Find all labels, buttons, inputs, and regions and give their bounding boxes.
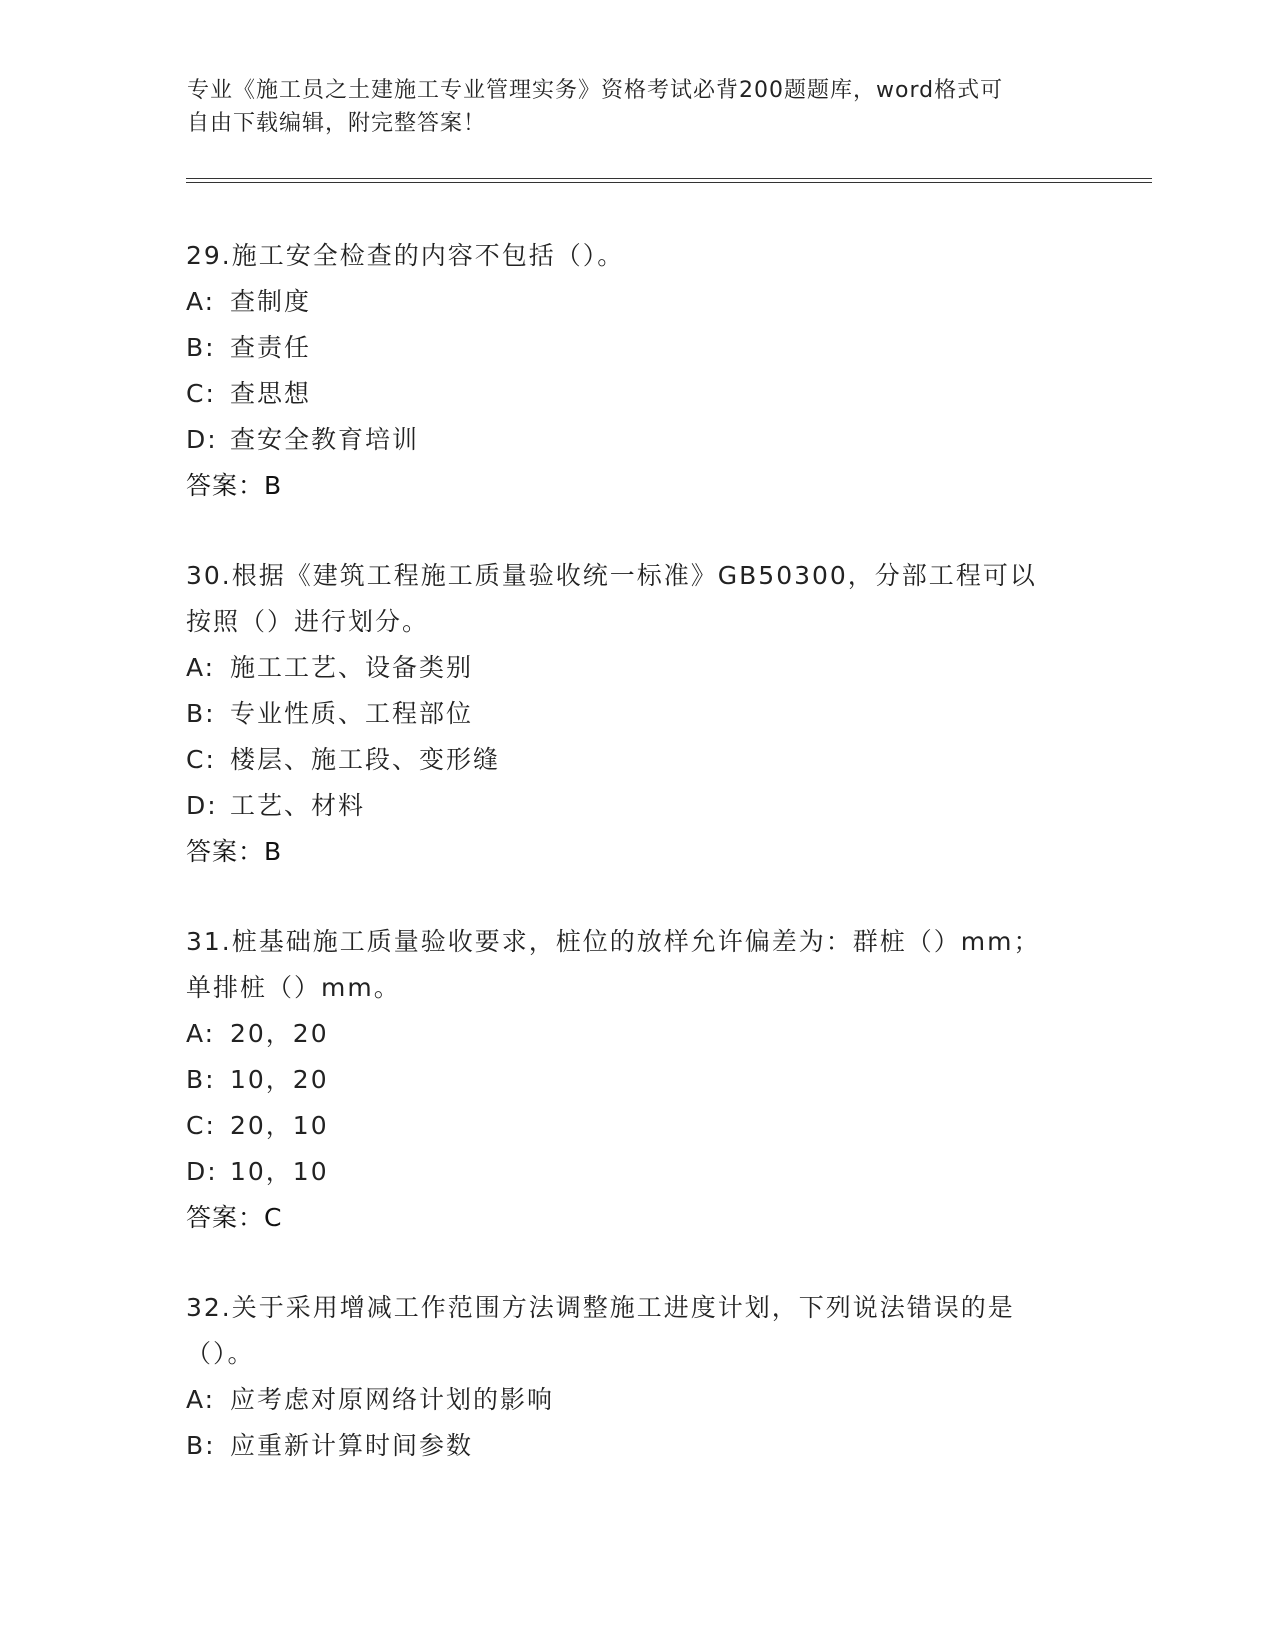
option-letter: A: [186, 287, 216, 316]
option-text: 应重新计算时间参数 [230, 1431, 474, 1460]
option-letter: B: [186, 699, 216, 728]
option-letter: A: [186, 1385, 216, 1414]
question-stem: 29.施工安全检查的内容不包括（）。 [186, 241, 625, 270]
option-b [186, 1057, 1086, 1103]
option-letter: C: [186, 745, 216, 774]
option-b [186, 325, 1086, 371]
document-header [187, 74, 1087, 140]
question-stem-continued: 按照（）进行划分。 [186, 607, 430, 636]
option-text: 施工工艺、设备类别 [230, 653, 474, 682]
question-stem: 32.关于采用增减工作范围方法调整施工进度计划，下列说法错误的是 [186, 1293, 1015, 1322]
answer-line: 答案：B [186, 471, 283, 500]
answer-line: 答案：C [186, 1203, 283, 1232]
question-stem: 31.桩基础施工质量验收要求，桩位的放样允许偏差为：群桩（）mm； [186, 927, 1041, 956]
option-letter: A: [186, 653, 216, 682]
option-a [186, 279, 1086, 325]
option-letter: B: [186, 1431, 216, 1460]
option-text: 工艺、材料 [230, 791, 366, 820]
option-letter: C: [186, 379, 216, 408]
option-d [186, 417, 1086, 463]
option-text: 10，20 [230, 1065, 329, 1094]
option-text: 10，10 [230, 1157, 329, 1186]
question-list [186, 233, 1086, 1513]
header-divider-top [186, 178, 1152, 179]
option-a [186, 1377, 1086, 1423]
answer-line: 答案：B [186, 837, 283, 866]
option-text: 20，20 [230, 1019, 329, 1048]
option-letter: C: [186, 1111, 216, 1140]
option-text: 查制度 [230, 287, 312, 316]
option-b [186, 691, 1086, 737]
question-29 [186, 233, 1086, 509]
option-b [186, 1423, 1086, 1469]
option-d [186, 783, 1086, 829]
option-text: 楼层、施工段、变形缝 [230, 745, 501, 774]
option-a [186, 1011, 1086, 1057]
option-d [186, 1149, 1086, 1195]
question-stem-continued: （）。 [186, 1339, 255, 1368]
option-c [186, 371, 1086, 417]
option-c [186, 737, 1086, 783]
option-text: 专业性质、工程部位 [230, 699, 474, 728]
option-text: 查责任 [230, 333, 312, 362]
option-letter: D: [186, 425, 218, 454]
header-line-1: 专业《施工员之土建施工专业管理实务》资格考试必背200题题库，word格式可 [187, 78, 1004, 103]
option-text: 查思想 [230, 379, 312, 408]
header-line-2: 自由下载编辑，附完整答案！ [187, 111, 487, 136]
option-text: 应考虑对原网络计划的影响 [230, 1385, 555, 1414]
header-divider-bottom [186, 182, 1152, 183]
option-letter: B: [186, 333, 216, 362]
question-stem: 30.根据《建筑工程施工质量验收统一标准》GB50300，分部工程可以 [186, 561, 1037, 590]
option-letter: D: [186, 1157, 218, 1186]
option-letter: A: [186, 1019, 216, 1048]
option-letter: B: [186, 1065, 216, 1094]
option-text: 20，10 [230, 1111, 329, 1140]
question-31 [186, 919, 1086, 1241]
question-30 [186, 553, 1086, 875]
option-c [186, 1103, 1086, 1149]
option-a [186, 645, 1086, 691]
question-32 [186, 1285, 1086, 1469]
question-stem-continued: 单排桩（）mm。 [186, 973, 401, 1002]
option-text: 查安全教育培训 [230, 425, 420, 454]
option-letter: D: [186, 791, 218, 820]
